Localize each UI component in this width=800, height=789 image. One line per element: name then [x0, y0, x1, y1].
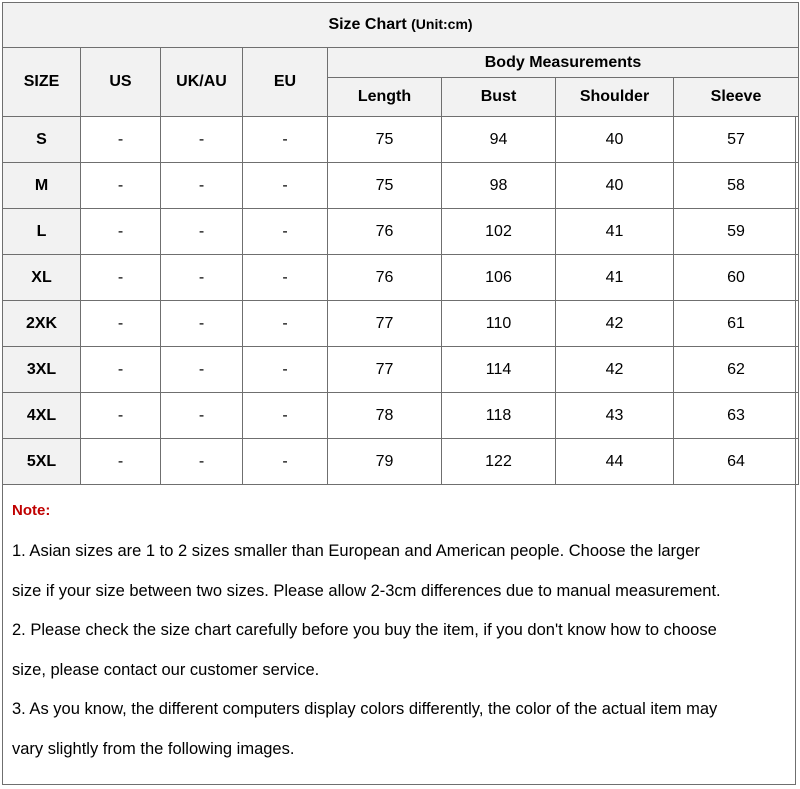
- cell-bust: 114: [442, 347, 556, 393]
- table-row: [3, 163, 799, 209]
- cell-ukau: -: [161, 163, 243, 209]
- cell-us: -: [81, 255, 161, 301]
- cell-shoulder: 41: [556, 209, 674, 255]
- cell-sleeve: 61: [674, 301, 799, 347]
- cell-us: -: [81, 439, 161, 485]
- cell-size: 2XK: [3, 301, 81, 347]
- size-chart-table: [2, 2, 799, 485]
- cell-bust: 106: [442, 255, 556, 301]
- cell-bust: 122: [442, 439, 556, 485]
- cell-eu: -: [243, 117, 328, 163]
- header-bust: Bust: [442, 78, 556, 117]
- cell-us: -: [81, 117, 161, 163]
- cell-shoulder: 42: [556, 301, 674, 347]
- cell-bust: 98: [442, 163, 556, 209]
- cell-eu: -: [243, 255, 328, 301]
- cell-length: 76: [328, 209, 442, 255]
- cell-length: 77: [328, 301, 442, 347]
- cell-bust: 94: [442, 117, 556, 163]
- cell-us: -: [81, 393, 161, 439]
- note-line: size, please contact our customer service.: [12, 660, 320, 679]
- cell-length: 75: [328, 163, 442, 209]
- note-line: 3. As you know, the different computers display colors differently, the color of the actual item may: [12, 700, 718, 719]
- cell-eu: -: [243, 301, 328, 347]
- cell-length: 75: [328, 117, 442, 163]
- cell-shoulder: 42: [556, 347, 674, 393]
- note-line: vary slightly from the following images.: [12, 739, 295, 758]
- chart-title-main: Size Chart: [328, 16, 407, 33]
- cell-ukau: -: [161, 393, 243, 439]
- cell-length: 77: [328, 347, 442, 393]
- table-row: [3, 393, 799, 439]
- cell-sleeve: 57: [674, 117, 799, 163]
- cell-size: M: [3, 163, 81, 209]
- header-eu: EU: [243, 48, 328, 117]
- cell-us: -: [81, 209, 161, 255]
- cell-length: 78: [328, 393, 442, 439]
- header-body-measurements: Body Measurements: [328, 48, 799, 78]
- notes-section: [12, 502, 788, 770]
- header-us: US: [81, 48, 161, 117]
- cell-shoulder: 40: [556, 163, 674, 209]
- cell-size: 5XL: [3, 439, 81, 485]
- chart-title-unit: (Unit:cm): [411, 16, 473, 32]
- cell-size: 4XL: [3, 393, 81, 439]
- cell-shoulder: 43: [556, 393, 674, 439]
- cell-eu: -: [243, 163, 328, 209]
- note-label: Note:: [12, 502, 51, 519]
- cell-eu: -: [243, 393, 328, 439]
- cell-sleeve: 58: [674, 163, 799, 209]
- note-line: 2. Please check the size chart carefully before you buy the item, if you don't know how to choose: [12, 621, 717, 640]
- cell-shoulder: 40: [556, 117, 674, 163]
- cell-size: 3XL: [3, 347, 81, 393]
- cell-eu: -: [243, 347, 328, 393]
- cell-size: XL: [3, 255, 81, 301]
- header-shoulder: Shoulder: [556, 78, 674, 117]
- header-length: Length: [328, 78, 442, 117]
- cell-shoulder: 44: [556, 439, 674, 485]
- table-row: [3, 209, 799, 255]
- table-row: [3, 255, 799, 301]
- cell-ukau: -: [161, 347, 243, 393]
- cell-ukau: -: [161, 301, 243, 347]
- table-row: [3, 301, 799, 347]
- cell-sleeve: 63: [674, 393, 799, 439]
- cell-ukau: -: [161, 209, 243, 255]
- cell-size: S: [3, 117, 81, 163]
- cell-bust: 110: [442, 301, 556, 347]
- chart-title: [3, 3, 799, 48]
- cell-eu: -: [243, 439, 328, 485]
- cell-ukau: -: [161, 117, 243, 163]
- table-row: [3, 439, 799, 485]
- table-row: [3, 117, 799, 163]
- cell-eu: -: [243, 209, 328, 255]
- cell-size: L: [3, 209, 81, 255]
- cell-ukau: -: [161, 255, 243, 301]
- cell-sleeve: 60: [674, 255, 799, 301]
- note-line: size if your size between two sizes. Please allow 2-3cm differences due to manual measurement.: [12, 581, 721, 600]
- cell-sleeve: 62: [674, 347, 799, 393]
- cell-sleeve: 64: [674, 439, 799, 485]
- note-line: 1. Asian sizes are 1 to 2 sizes smaller than European and American people. Choose the larger: [12, 542, 700, 560]
- table-row: [3, 347, 799, 393]
- cell-ukau: -: [161, 439, 243, 485]
- header-size: SIZE: [3, 48, 81, 117]
- cell-bust: 118: [442, 393, 556, 439]
- header-ukau: UK/AU: [161, 48, 243, 117]
- cell-us: -: [81, 163, 161, 209]
- cell-us: -: [81, 301, 161, 347]
- cell-shoulder: 41: [556, 255, 674, 301]
- header-sleeve: Sleeve: [674, 78, 799, 117]
- cell-us: -: [81, 347, 161, 393]
- cell-bust: 102: [442, 209, 556, 255]
- cell-sleeve: 59: [674, 209, 799, 255]
- cell-length: 76: [328, 255, 442, 301]
- cell-length: 79: [328, 439, 442, 485]
